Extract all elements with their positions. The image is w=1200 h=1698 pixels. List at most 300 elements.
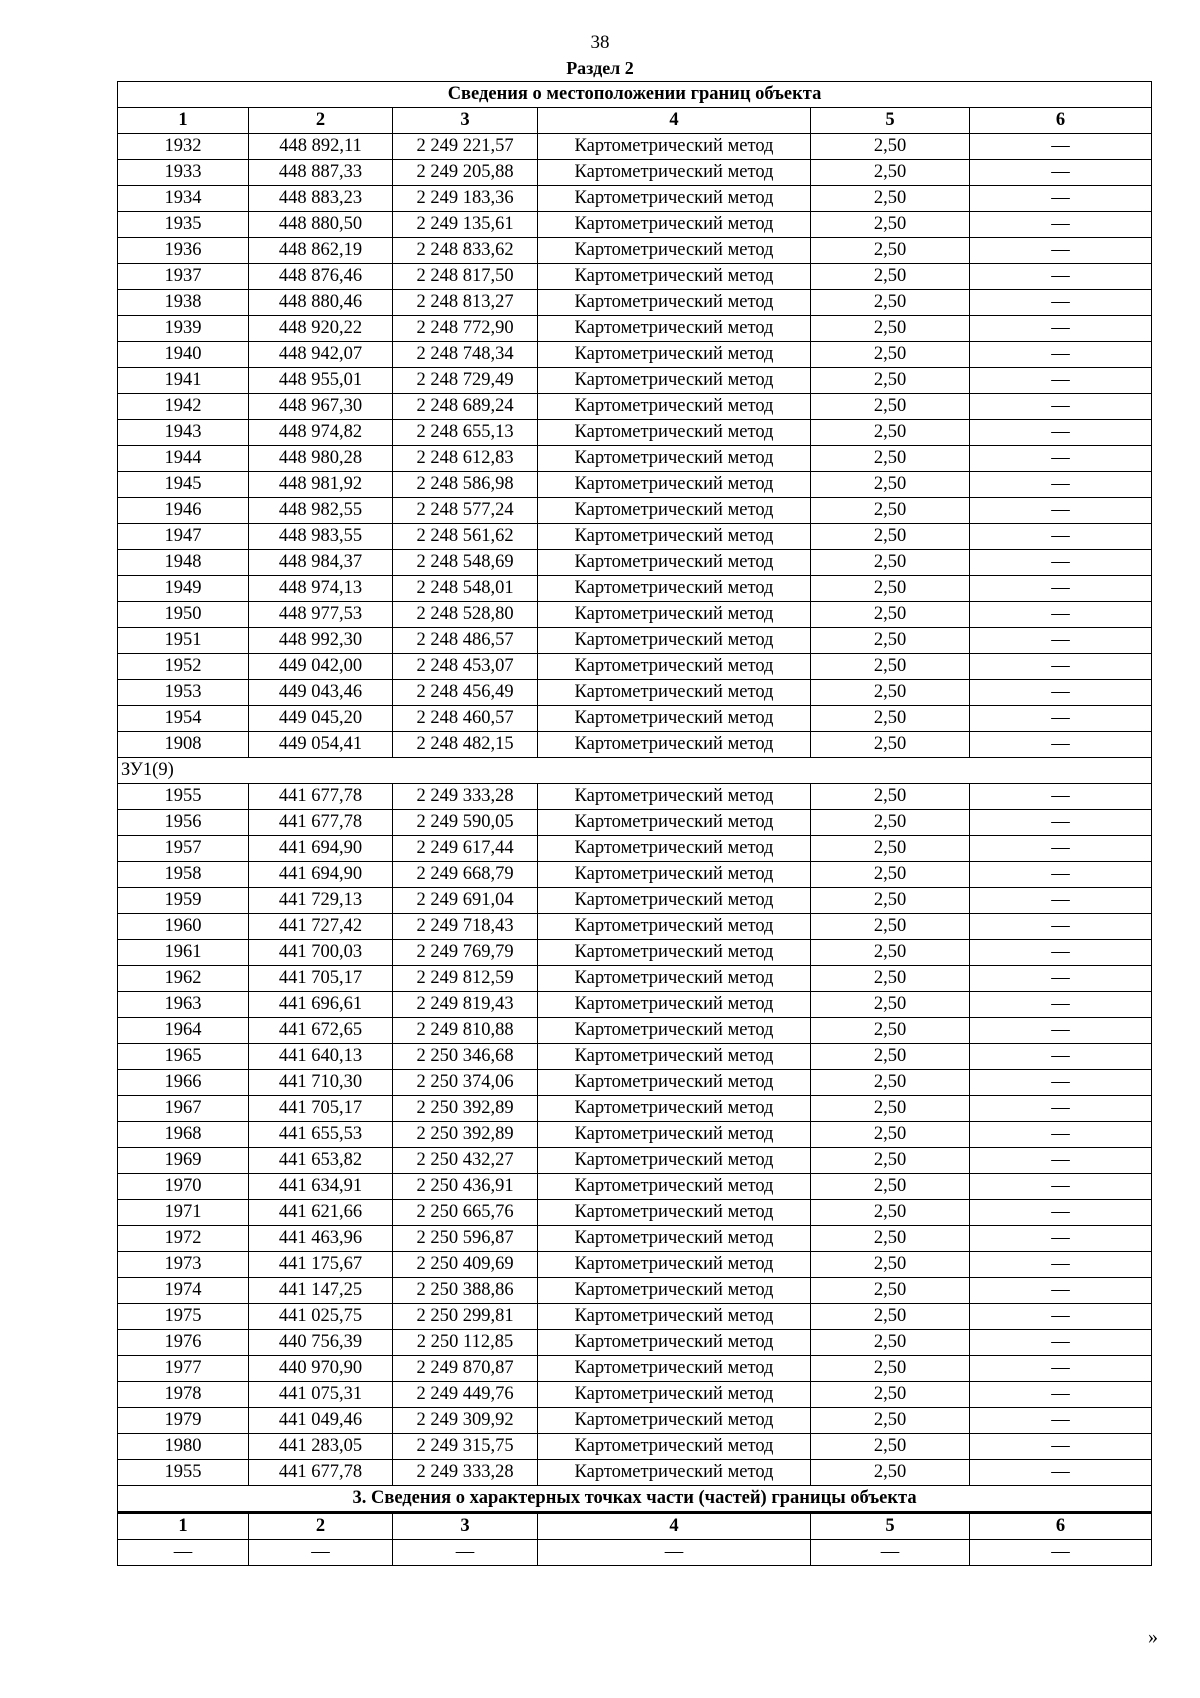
table-cell: Картометрический метод [538,394,811,420]
table-cell: Картометрический метод [538,472,811,498]
table-cell: 1961 [118,940,249,966]
table-cell: 2 249 691,04 [393,888,538,914]
table-cell: 1942 [118,394,249,420]
table-cell: 448 880,46 [249,290,393,316]
table-cell: — [970,1540,1152,1566]
table-cell: — [970,394,1152,420]
table-cell: — [970,1382,1152,1408]
column-number-header: 4 [538,1513,811,1540]
table-cell: 1959 [118,888,249,914]
table-cell: 440 970,90 [249,1356,393,1382]
table-cell: 2,50 [811,732,970,758]
table-cell: 2,50 [811,316,970,342]
table-cell: 2,50 [811,498,970,524]
table-cell: 2,50 [811,1460,970,1486]
table-cell: 2,50 [811,836,970,862]
column-number-header: 3 [393,1513,538,1540]
table-cell: 1949 [118,576,249,602]
table-row [118,420,1152,446]
table-row [118,394,1152,420]
table-row [118,966,1152,992]
table-row [118,1226,1152,1252]
table-cell: 2,50 [811,1018,970,1044]
table-cell: 2 248 817,50 [393,264,538,290]
table-cell: 441 700,03 [249,940,393,966]
table-row [118,1018,1152,1044]
column-number-header: 5 [811,108,970,134]
table-cell: Картометрический метод [538,784,811,810]
table-cell: 2 250 665,76 [393,1200,538,1226]
table-cell: 2 248 548,69 [393,550,538,576]
table-cell: 1978 [118,1382,249,1408]
table-cell: — [970,472,1152,498]
table-row [118,524,1152,550]
table-cell: 2,50 [811,550,970,576]
table-cell: 2 249 221,57 [393,134,538,160]
table-cell: 1954 [118,706,249,732]
table-cell: — [393,1540,538,1566]
table-cell: 448 984,37 [249,550,393,576]
table-cell: — [970,1122,1152,1148]
column-number-header: 1 [118,1513,249,1540]
table-cell: 448 981,92 [249,472,393,498]
table-cell: Картометрический метод [538,290,811,316]
table-cell: 2 249 810,88 [393,1018,538,1044]
table-cell: 441 621,66 [249,1200,393,1226]
table-cell: 2 248 612,83 [393,446,538,472]
table-cell: 1976 [118,1330,249,1356]
table-row [118,1148,1152,1174]
table-cell: — [970,368,1152,394]
table-cell: — [970,1278,1152,1304]
table-cell: — [970,1304,1152,1330]
table-cell: — [970,680,1152,706]
table-cell: 2,50 [811,134,970,160]
table-cell: 2 249 617,44 [393,836,538,862]
table-row [118,290,1152,316]
table-cell: Картометрический метод [538,810,811,836]
table-cell: 2,50 [811,1434,970,1460]
column-number-header: 3 [393,108,538,134]
table-cell: Картометрический метод [538,420,811,446]
page-number: 38 [590,32,610,53]
table-cell: 2 250 388,86 [393,1278,538,1304]
table-cell: — [970,784,1152,810]
table-cell: 1960 [118,914,249,940]
table-cell: 2,50 [811,992,970,1018]
table-row [118,1356,1152,1382]
table-cell: 441 075,31 [249,1382,393,1408]
table-cell: 2 248 586,98 [393,472,538,498]
table-cell: 2 248 655,13 [393,420,538,446]
table-cell: 2 249 449,76 [393,1382,538,1408]
table-cell: Картометрический метод [538,966,811,992]
table-row [118,1200,1152,1226]
table-cell: 448 942,07 [249,342,393,368]
table-cell: 1944 [118,446,249,472]
table-cell: — [970,706,1152,732]
table-cell: 1964 [118,1018,249,1044]
table-cell: — [970,654,1152,680]
table-cell: 2 250 392,89 [393,1096,538,1122]
table-cell: Картометрический метод [538,1382,811,1408]
table-cell: Картометрический метод [538,1408,811,1434]
table-cell: 2 249 205,88 [393,160,538,186]
table-row [118,1408,1152,1434]
table-row [118,836,1152,862]
table-cell: 448 862,19 [249,238,393,264]
table-cell: 449 043,46 [249,680,393,706]
table-cell: 2,50 [811,420,970,446]
table-cell: 2 248 528,80 [393,602,538,628]
table-cell: 2 250 299,81 [393,1304,538,1330]
table-cell: Картометрический метод [538,1330,811,1356]
table-row [118,160,1152,186]
table-cell: 2 248 689,24 [393,394,538,420]
table-cell: 1939 [118,316,249,342]
table-cell: 1977 [118,1356,249,1382]
table-cell: 2 250 346,68 [393,1044,538,1070]
table-row [118,134,1152,160]
table-cell: 2,50 [811,862,970,888]
table-cell: 448 980,28 [249,446,393,472]
table-cell: 1975 [118,1304,249,1330]
table-cell: 441 653,82 [249,1148,393,1174]
table-cell: 2 248 748,34 [393,342,538,368]
table-cell: 441 175,67 [249,1252,393,1278]
table-cell: 441 672,65 [249,1018,393,1044]
column-number-header: 1 [118,108,249,134]
table-cell: 448 977,53 [249,602,393,628]
table-row [118,368,1152,394]
table-row [118,1174,1152,1200]
parcel-group-label: ЗУ1(9) [118,758,1152,784]
table-cell: — [970,628,1152,654]
column-number-header: 4 [538,108,811,134]
table-cell: 441 049,46 [249,1408,393,1434]
table-cell: — [970,992,1152,1018]
table-cell: — [970,212,1152,238]
table-cell: 2,50 [811,212,970,238]
table-cell: — [970,1330,1152,1356]
table-cell: Картометрический метод [538,316,811,342]
table-cell: 1908 [118,732,249,758]
table-cell: 448 974,82 [249,420,393,446]
table-cell: Картометрический метод [538,1434,811,1460]
table-cell: 448 992,30 [249,628,393,654]
table-cell: — [970,1252,1152,1278]
table-cell: 2,50 [811,1252,970,1278]
table-row [118,186,1152,212]
table-cell: 2,50 [811,472,970,498]
table-cell: 2 248 548,01 [393,576,538,602]
table-cell: 449 054,41 [249,732,393,758]
table-cell: Картометрический метод [538,160,811,186]
table-cell: 1957 [118,836,249,862]
table-cell: 2 248 833,62 [393,238,538,264]
table-cell: 1953 [118,680,249,706]
table-title: Сведения о местоположении границ объекта [118,82,1152,108]
table-cell: 1945 [118,472,249,498]
table-row [118,498,1152,524]
table-cell: 441 677,78 [249,784,393,810]
table-row [118,628,1152,654]
table-row [118,1278,1152,1304]
table-cell: 2,50 [811,706,970,732]
table-cell: 1966 [118,1070,249,1096]
table-cell: 448 983,55 [249,524,393,550]
table-cell: Картометрический метод [538,1018,811,1044]
table-row [118,1304,1152,1330]
table-cell: 441 694,90 [249,862,393,888]
table-cell: Картометрический метод [538,1044,811,1070]
table-cell: 441 283,05 [249,1434,393,1460]
table-cell: Картометрический метод [538,1174,811,1200]
table-cell: 1932 [118,134,249,160]
table-row [118,940,1152,966]
table-cell: 1969 [118,1148,249,1174]
table-cell: Картометрический метод [538,706,811,732]
table-cell: — [970,732,1152,758]
column-number-header: 2 [249,1513,393,1540]
table-cell: Картометрический метод [538,576,811,602]
table-row [118,1096,1152,1122]
table-row [118,1434,1152,1460]
table-cell: 2 248 772,90 [393,316,538,342]
column-number-header: 6 [970,108,1152,134]
table-cell: Картометрический метод [538,342,811,368]
table-cell: 1972 [118,1226,249,1252]
table-cell: Картометрический метод [538,550,811,576]
boundary-table [117,81,1152,1566]
table-cell: 2,50 [811,602,970,628]
table-cell: 1979 [118,1408,249,1434]
table-cell: 2 248 482,15 [393,732,538,758]
table-cell: 2,50 [811,394,970,420]
table-cell: 441 463,96 [249,1226,393,1252]
table-cell: 441 147,25 [249,1278,393,1304]
table-cell: 2 249 870,87 [393,1356,538,1382]
table-row [118,706,1152,732]
table-cell: Картометрический метод [538,264,811,290]
table-cell: — [970,498,1152,524]
table-cell: 2 249 812,59 [393,966,538,992]
section3-header-row [118,1513,1152,1540]
table-cell: 2,50 [811,940,970,966]
table-cell: 2 249 333,28 [393,1460,538,1486]
table-cell: Картометрический метод [538,1356,811,1382]
section3-title: 3. Сведения о характерных точках части (частей) границы объекта [118,1486,1152,1513]
section-title: Раздел 2 [566,58,634,78]
table-cell: — [970,186,1152,212]
column-number-header: 5 [811,1513,970,1540]
table-cell: 2 250 596,87 [393,1226,538,1252]
table-cell: 2,50 [811,186,970,212]
table-cell: 2 249 309,92 [393,1408,538,1434]
table-cell: — [970,966,1152,992]
table-cell: 441 696,61 [249,992,393,1018]
table-cell: 1943 [118,420,249,446]
table-cell: 2 250 432,27 [393,1148,538,1174]
table-cell: 1967 [118,1096,249,1122]
table-cell: 2,50 [811,1278,970,1304]
table-cell: 2,50 [811,1226,970,1252]
table-cell: — [970,1200,1152,1226]
table-cell: 2,50 [811,1200,970,1226]
table-cell: Картометрический метод [538,1096,811,1122]
table-cell: 1934 [118,186,249,212]
table-cell: — [970,160,1152,186]
table-cell: 1950 [118,602,249,628]
table-cell: 2 248 456,49 [393,680,538,706]
table-cell: — [970,446,1152,472]
table-cell: 2 250 436,91 [393,1174,538,1200]
table-cell: 1955 [118,1460,249,1486]
table-row [118,576,1152,602]
table-cell: 2 249 668,79 [393,862,538,888]
table-cell: 441 705,17 [249,1096,393,1122]
table-cell: — [970,264,1152,290]
table-cell: 2,50 [811,1044,970,1070]
table-cell: 1974 [118,1278,249,1304]
table-cell: 1951 [118,628,249,654]
table-cell: 2,50 [811,446,970,472]
table-row [118,1070,1152,1096]
table-cell: 448 974,13 [249,576,393,602]
table-row [118,1252,1152,1278]
table-row [118,654,1152,680]
table-cell: 448 892,11 [249,134,393,160]
table-cell: 1971 [118,1200,249,1226]
table-row [118,550,1152,576]
column-number-header: 6 [970,1513,1152,1540]
table-cell: Картометрический метод [538,836,811,862]
table-cell: Картометрический метод [538,732,811,758]
table-cell: Картометрический метод [538,914,811,940]
table-cell: Картометрический метод [538,654,811,680]
table-cell: 2,50 [811,1122,970,1148]
table-cell: 2 249 135,61 [393,212,538,238]
table-row [118,264,1152,290]
table-cell: Картометрический метод [538,1252,811,1278]
table-cell: Картометрический метод [538,134,811,160]
table-cell: 2,50 [811,1330,970,1356]
table-row [118,1122,1152,1148]
table-cell: Картометрический метод [538,1070,811,1096]
table-cell: — [970,810,1152,836]
table-cell: Картометрический метод [538,1148,811,1174]
table-row [118,472,1152,498]
table-cell: — [970,1434,1152,1460]
table-cell: Картометрический метод [538,212,811,238]
table-cell: 2,50 [811,680,970,706]
table-row [118,212,1152,238]
table-cell: — [970,1148,1152,1174]
table-cell: — [970,550,1152,576]
table-cell: 2 250 392,89 [393,1122,538,1148]
table-cell: — [970,342,1152,368]
table-cell: 1963 [118,992,249,1018]
table-cell: Картометрический метод [538,446,811,472]
table-cell: — [538,1540,811,1566]
table-cell: Картометрический метод [538,940,811,966]
table-cell: — [970,524,1152,550]
table-cell: 1947 [118,524,249,550]
table-cell: 1936 [118,238,249,264]
table-cell: 2,50 [811,238,970,264]
table-cell: 2 248 577,24 [393,498,538,524]
table-cell: 441 729,13 [249,888,393,914]
table-cell: — [811,1540,970,1566]
table-cell: — [249,1540,393,1566]
table-cell: 1952 [118,654,249,680]
table-cell: — [970,1018,1152,1044]
table-cell: 1968 [118,1122,249,1148]
table-cell: 2 248 813,27 [393,290,538,316]
table-cell: 2,50 [811,654,970,680]
table-row [118,992,1152,1018]
table-cell: — [970,1226,1152,1252]
table-cell: Картометрический метод [538,1226,811,1252]
table-cell: 1970 [118,1174,249,1200]
table-cell: 2,50 [811,342,970,368]
table-cell: 1935 [118,212,249,238]
table-cell: 1973 [118,1252,249,1278]
table-cell: Картометрический метод [538,628,811,654]
table-cell: 2,50 [811,1304,970,1330]
table-cell: — [970,1356,1152,1382]
table-cell: — [970,1408,1152,1434]
table-cell: 1940 [118,342,249,368]
table-cell: Картометрический метод [538,186,811,212]
table-cell: — [970,238,1152,264]
table-row [118,862,1152,888]
table-cell: 2 249 718,43 [393,914,538,940]
column-number-header: 2 [249,108,393,134]
table-cell: 441 640,13 [249,1044,393,1070]
table-cell: Картометрический метод [538,1304,811,1330]
table-cell: 441 677,78 [249,1460,393,1486]
table-cell: 441 025,75 [249,1304,393,1330]
table-cell: — [970,1070,1152,1096]
table-cell: Картометрический метод [538,238,811,264]
table-cell: 441 634,91 [249,1174,393,1200]
table-cell: 448 955,01 [249,368,393,394]
table-cell: 1965 [118,1044,249,1070]
table-cell: 2,50 [811,368,970,394]
table-cell: — [970,602,1152,628]
table-cell: 1938 [118,290,249,316]
table-cell: 2 250 112,85 [393,1330,538,1356]
table-cell: 2,50 [811,966,970,992]
table-cell: 1946 [118,498,249,524]
table-cell: 441 710,30 [249,1070,393,1096]
table-cell: 2 248 486,57 [393,628,538,654]
table-cell: 448 887,33 [249,160,393,186]
table-cell: 2,50 [811,160,970,186]
table-cell: — [970,914,1152,940]
table-cell: 2 250 409,69 [393,1252,538,1278]
table-cell: — [970,836,1152,862]
table-cell: Картометрический метод [538,524,811,550]
table-cell: 2 249 315,75 [393,1434,538,1460]
table-cell: 448 920,22 [249,316,393,342]
table-row [118,784,1152,810]
table-row [118,680,1152,706]
table-row [118,602,1152,628]
table-cell: 2 248 561,62 [393,524,538,550]
table-cell: — [970,862,1152,888]
